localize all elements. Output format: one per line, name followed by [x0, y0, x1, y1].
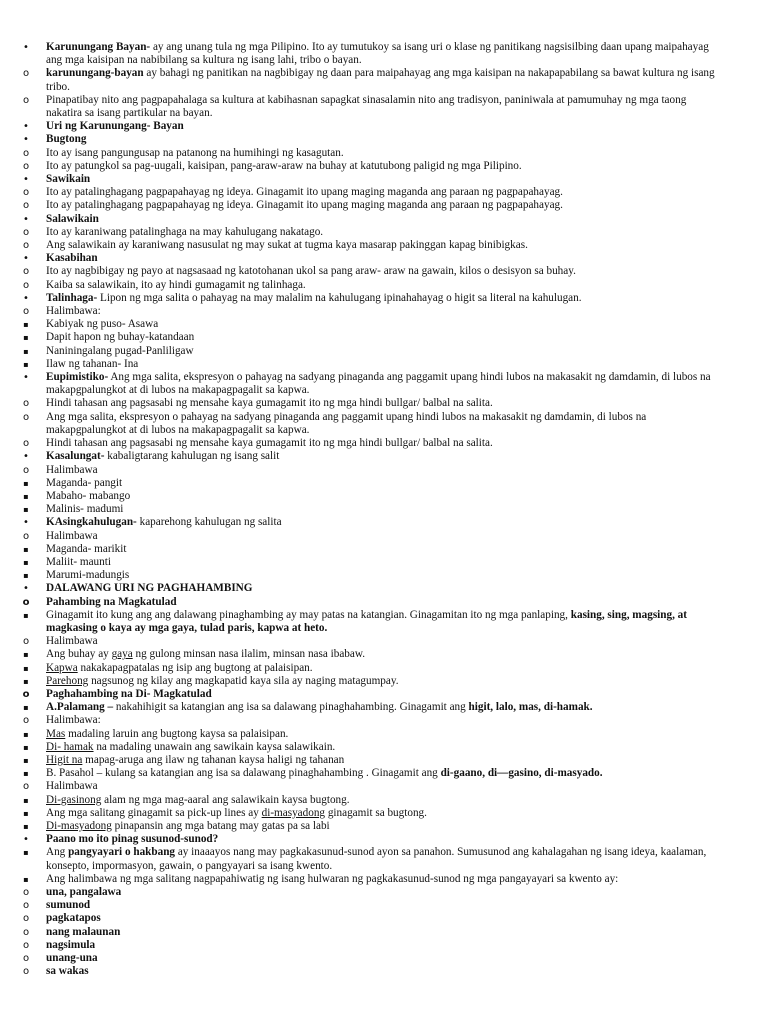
list-item: [0, 596, 768, 609]
list-item: [0, 503, 768, 516]
underlined-term: Di-masyadong: [46, 819, 112, 832]
bold-term: Kasabihan: [46, 252, 98, 265]
list-item: [0, 688, 768, 701]
document-body: [0, 41, 768, 978]
circle-bullet-icon: o: [22, 636, 30, 648]
body-text: ginagamit sa bugtong.: [325, 806, 427, 819]
circle-bullet-icon: o: [22, 160, 30, 172]
bold-term: nang malaunan: [46, 925, 121, 938]
body-text: ay bahagi ng panitikan na nagbibigay ng daan para maipahayag ang mga kaisipan na nakapapabilang sa bawat kultura ng isang tribo.: [46, 67, 715, 93]
list-item: [0, 226, 768, 239]
bold-term: Eupimistiko-: [46, 371, 109, 384]
bold-term: DALAWANG URI NG PAGHAHAMBING: [46, 582, 253, 595]
body-text: madaling laruin ang bugtong kaysa sa palaisipan.: [65, 727, 289, 740]
bold-term: una, pangalawa: [46, 886, 122, 898]
body-text: alam ng mga mag-aaral ang salawikain kaysa bugtong.: [101, 793, 350, 806]
list-item: [0, 926, 768, 939]
list-item: [0, 160, 768, 173]
circle-bullet-icon: o: [22, 240, 30, 252]
square-bullet-icon: ▪: [23, 729, 29, 739]
list-item: [0, 939, 768, 952]
bold-term: kasing, sing, magsing, at magkasing o kaya ay mga gaya, tulad paris, kapwa at heto.: [46, 608, 688, 634]
square-bullet-icon: ▪: [23, 795, 29, 805]
list-item: [0, 292, 768, 305]
list-item: [0, 714, 768, 727]
list-item: [0, 952, 768, 965]
list-item: [0, 965, 768, 978]
underlined-term: Di-gasinong: [46, 793, 102, 806]
disc-bullet-icon: •: [23, 292, 29, 304]
list-item: [0, 635, 768, 648]
square-bullet-icon: ▪: [23, 571, 29, 581]
body-text: Ilaw ng tahanan- Ina: [46, 357, 139, 370]
disc-bullet-icon: •: [23, 42, 29, 53]
bold-term: sumunod: [46, 899, 91, 912]
square-bullet-icon: ▪: [23, 478, 29, 488]
list-item: [0, 450, 768, 463]
body-text: Ang buhay ay: [46, 648, 112, 661]
disc-bullet-icon: •: [23, 134, 29, 146]
list-item: [0, 846, 768, 872]
list-item: [0, 331, 768, 344]
list-item: [0, 120, 768, 133]
circle-bullet-icon: o: [22, 438, 30, 450]
list-item: [0, 912, 768, 925]
body-text: Dapit hapon ng buhay-katandaan: [46, 331, 195, 344]
underlined-term: Higit na: [46, 753, 83, 766]
circle-bullet-icon: o: [22, 279, 30, 291]
body-text: Ito ay isang pangungusap na patanong na humihingi ng kasagutan.: [46, 146, 344, 159]
bold-term: nagsimula: [46, 938, 96, 951]
list-item: [0, 397, 768, 410]
disc-bullet-icon: •: [23, 834, 29, 846]
body-text: Ang mga salitang ginagamit sa pick-up lines ay: [46, 806, 262, 819]
square-bullet-icon: ▪: [23, 610, 29, 620]
disc-bullet-icon: •: [23, 517, 29, 529]
list-item: [0, 820, 768, 833]
list-item: [0, 899, 768, 912]
body-text: Hindi tahasan ang pagsasabi ng mensahe kaya gumagamit ito ng mga hindi bullgar/ balbal na salita.: [46, 397, 493, 410]
square-bullet-icon: ▪: [23, 359, 29, 369]
bold-term: Bugtong: [46, 133, 87, 146]
body-text: Ang: [46, 846, 69, 859]
disc-bullet-icon: •: [23, 253, 29, 265]
list-item: [0, 41, 768, 67]
body-text: Lipon ng mga salita o pahayag na may malalim na kahulugang ipinahahayag o higit sa literal na kahulugan.: [97, 291, 582, 304]
bold-term: unang-una: [46, 952, 98, 965]
bold-term: di-gaano, di—gasino, di-masyado.: [440, 767, 603, 780]
list-item: [0, 516, 768, 529]
square-bullet-icon: ▪: [23, 663, 29, 673]
square-bullet-icon: ▪: [23, 808, 29, 818]
body-text: Maganda- marikit: [46, 542, 127, 555]
list-item: [0, 437, 768, 450]
square-bullet-icon: ▪: [23, 544, 29, 554]
body-text: Pinapatibay nito ang pagpapahalaga sa kultura at kabihasnan sapagkat sinasalamin nito ang tradisyon, paniniwala at pamumuhay ng mga taong nakatira sa isang partikular na bayan.: [46, 93, 687, 120]
list-item: [0, 279, 768, 292]
bold-term: Karunungang Bayan-: [46, 41, 151, 53]
body-text: Halimbawa: [46, 529, 98, 542]
circle-bullet-icon: o: [22, 530, 30, 542]
bold-term: pangyayari o hakbang: [68, 846, 176, 859]
body-text: ay ang unang tula ng mga Pilipino. Ito ay tumutukoy sa isang uri o klase ng panitikang nagsisilbing daan upang maipahayag ang mga kaisipan na nabibilang sa kultura ng isang lahi, tribo o bayan.: [46, 41, 709, 67]
bold-term: Pahambing na Magkatulad: [46, 595, 177, 608]
body-text: Maganda- pangit: [46, 476, 123, 489]
square-bullet-icon: ▪: [23, 491, 29, 501]
list-item: [0, 173, 768, 186]
underlined-term: Kapwa: [46, 661, 78, 674]
circle-bullet-icon: o: [22, 266, 30, 278]
square-bullet-icon: ▪: [23, 742, 29, 752]
body-text: Ito ay patalinghagang pagpapahayag ng ideya. Ginagamit ito upang maging maganda ang paraan ng pagpapahayag.: [46, 186, 563, 199]
underlined-term: di-masyadong: [261, 806, 326, 819]
body-text: Ito ay patalinghagang pagpapahayag ng ideya. Ginagamit ito upang maging maganda ang paraan ng pagpapahayag.: [46, 199, 563, 212]
list-item: [0, 371, 768, 397]
square-bullet-icon: ▪: [23, 557, 29, 567]
body-text: Ito ay karaniwang patalinghaga na may kahulugang nakatago.: [46, 225, 324, 238]
body-text: Kabiyak ng puso- Asawa: [46, 318, 159, 331]
list-item: [0, 741, 768, 754]
square-bullet-icon: ▪: [23, 755, 29, 765]
circle-bullet-icon: o: [22, 226, 30, 238]
list-item: [0, 318, 768, 331]
body-text: nakahihigit sa katangian ang isa sa dalawang pinaghahambing. Ginagamit ang: [113, 701, 469, 714]
body-text: Naniningalang pugad-Panliligaw: [46, 344, 194, 357]
body-text: Kaiba sa salawikain, ito ay hindi gumagamit ng talinhaga.: [46, 278, 306, 291]
list-item: [0, 807, 768, 820]
bold-term: karunungang-bayan: [46, 67, 144, 80]
list-item: [0, 186, 768, 199]
underlined-term: Di- hamak: [46, 740, 94, 753]
underlined-term: Parehong: [46, 674, 89, 687]
body-text: Mabaho- mabango: [46, 489, 131, 502]
list-item: [0, 199, 768, 212]
list-item: [0, 609, 768, 635]
square-bullet-icon: ▪: [23, 769, 29, 779]
bold-term: Uri ng Karunungang- Bayan: [46, 120, 184, 133]
body-text: B. Pasahol – kulang sa katangian ang isa sa dalawang pinaghahambing . Ginagamit ang: [46, 767, 441, 780]
circle-bullet-icon: o: [22, 94, 30, 106]
list-item: [0, 780, 768, 793]
bold-term: sa wakas: [46, 965, 89, 978]
body-text: Marumi-madungis: [46, 569, 130, 582]
square-bullet-icon: ▪: [23, 821, 29, 831]
body-text: Halimbawa:: [46, 714, 101, 727]
list-item: [0, 477, 768, 490]
list-item: [0, 239, 768, 252]
list-item: [0, 358, 768, 371]
circle-bullet-icon: o: [22, 68, 30, 80]
body-text: Ito ay nagbibigay ng payo at nagsasaad ng katotohanan ukol sa pang araw- araw na gawain, kilos o desisyon sa buhay.: [46, 265, 576, 278]
body-text: mapag-aruga ang ilaw ng tahanan kaysa haligi ng tahanan: [82, 753, 345, 766]
body-text: Malinis- madumi: [46, 503, 124, 516]
disc-bullet-icon: •: [23, 213, 29, 225]
circle-bullet-icon: o: [22, 953, 30, 965]
circle-bullet-icon: o: [22, 939, 30, 951]
square-bullet-icon: ▪: [23, 703, 29, 713]
circle-bullet-icon: o: [22, 913, 30, 925]
body-text: nagsunog ng kilay ang magkapatid kaya sila ay naging matagumpay.: [88, 674, 399, 687]
disc-bullet-icon: •: [23, 583, 29, 595]
list-item: [0, 133, 768, 146]
circle-bullet-icon: o: [22, 398, 30, 410]
circle-bullet-icon: o: [22, 147, 30, 159]
body-text: Hindi tahasan ang pagsasabi ng mensahe kaya gumagamit ito ng mga hindi bullgar/ balbal na salita.: [46, 437, 493, 450]
disc-bullet-icon: •: [23, 121, 29, 133]
list-item: [0, 305, 768, 318]
list-item: [0, 345, 768, 358]
list-item: [0, 556, 768, 569]
list-item: [0, 675, 768, 688]
body-text: Ang salawikain ay karaniwang nasusulat ng may sukat at tugma kaya masarap pakinggan kapag binibigkas.: [46, 239, 528, 252]
circle-bullet-icon: o: [22, 900, 30, 912]
list-item: [0, 754, 768, 767]
bold-term: pagkatapos: [46, 912, 101, 925]
bold-term: Paano mo ito pinag susunod-sunod?: [46, 833, 219, 846]
circle-bullet-icon: o: [22, 200, 30, 212]
circle-bullet-icon: o: [22, 464, 30, 476]
circle-bullet-icon: o: [22, 411, 30, 423]
list-item: [0, 213, 768, 226]
circle-bullet-icon: o: [22, 966, 30, 978]
body-text: Ito ay patungkol sa pag-uugali, kaisipan, pang-araw-araw na buhay at katutubong paligid ng mga Pilipino.: [46, 159, 522, 172]
list-item: [0, 569, 768, 582]
bold-term: KAsingkahulugan-: [46, 516, 137, 529]
disc-bullet-icon: •: [23, 174, 29, 186]
bold-term: A.Palamang –: [46, 701, 114, 714]
body-text: na madaling unawain ang sawikain kaysa salawikain.: [93, 740, 336, 753]
bold-term: Talinhaga-: [46, 291, 98, 304]
body-text: Ang mga salita, ekspresyon o pahayag na sadyang pinaganda ang paggamit upang hindi lubos na makasakit ng damdamin, di lubos na makapgpalungkot at di lubos na makapagpagalit sa kapwa.: [46, 371, 711, 397]
bold-term: Salawikain: [46, 212, 99, 225]
square-bullet-icon: ▪: [23, 320, 29, 330]
body-text: kaparehong kahulugan ng salita: [136, 516, 282, 529]
body-text: Maliit- maunti: [46, 555, 111, 568]
list-item: [0, 530, 768, 543]
circle-bullet-icon: o: [22, 887, 30, 898]
list-item: [0, 490, 768, 503]
bold-term: Sawikain: [46, 173, 91, 186]
body-text: Halimbawa:: [46, 305, 101, 318]
body-text: Halimbawa: [46, 780, 98, 793]
square-bullet-icon: ▪: [23, 676, 29, 686]
circle-bullet-icon: o: [22, 596, 30, 608]
list-item: [0, 662, 768, 675]
list-item: [0, 833, 768, 846]
list-item: [0, 265, 768, 278]
list-item: [0, 147, 768, 160]
bold-term: Kasalungat-: [46, 450, 105, 463]
underlined-term: gaya: [111, 648, 133, 661]
list-item: [0, 873, 768, 886]
list-item: [0, 794, 768, 807]
list-item: [0, 464, 768, 477]
list-item: [0, 648, 768, 661]
body-text: Ang halimbawa ng mga salitang nagpapahiwatig ng isang hulwaran ng pagkakasunud-sunod ng mga pangayayari sa kwento ay:: [46, 872, 619, 885]
disc-bullet-icon: •: [23, 451, 29, 463]
circle-bullet-icon: o: [22, 781, 30, 793]
list-item: [0, 94, 768, 120]
circle-bullet-icon: o: [22, 306, 30, 318]
list-item: [0, 543, 768, 556]
square-bullet-icon: ▪: [23, 505, 29, 515]
list-item: [0, 767, 768, 780]
circle-bullet-icon: o: [22, 688, 30, 700]
underlined-term: Mas: [46, 727, 66, 740]
body-text: Halimbawa: [46, 635, 98, 648]
list-item: [0, 886, 768, 899]
circle-bullet-icon: o: [22, 926, 30, 938]
circle-bullet-icon: o: [22, 715, 30, 727]
body-text: Halimbawa: [46, 463, 98, 476]
list-item: [0, 582, 768, 595]
body-text: kabaligtarang kahulugan ng isang salit: [104, 450, 280, 463]
body-text: Ang mga salita, ekspresyon o pahayag na sadyang pinaganda ang paggamit upang hindi lubos na makasakit ng damdamin, di lubos na makapgpalungkot at di lubos na makapagpagalit sa kapwa.: [46, 410, 647, 436]
body-text: nakakapagpatalas ng isip ang bugtong at palaisipan.: [77, 661, 313, 674]
square-bullet-icon: ▪: [23, 650, 29, 660]
body-text: ng gulong minsan nasa ilalim, minsan nasa ibabaw.: [132, 648, 365, 661]
list-item: [0, 411, 768, 437]
square-bullet-icon: ▪: [23, 874, 29, 884]
body-text: pinapansin ang mga batang may gatas pa sa labi: [111, 819, 330, 832]
circle-bullet-icon: o: [22, 187, 30, 199]
body-text: Ginagamit ito kung ang ang dalawang pinaghambing ay may patas na katangian. Ginagamitan ito ng mga panlaping,: [46, 608, 571, 621]
bold-term: Paghahambing na Di- Magkatulad: [46, 687, 212, 700]
body-text: ay inaaayos nang may pagkakasunud-sunod ayon sa panahon. Sumusunod ang kahalagahan ng isang ideya, kaalaman, konsepto, impormasyon, gawain, o pangyayari sa isang kwento.: [46, 846, 707, 872]
list-item: [0, 728, 768, 741]
list-item: [0, 67, 768, 93]
list-item: [0, 252, 768, 265]
bold-term: higit, lalo, mas, di-hamak.: [468, 701, 593, 714]
disc-bullet-icon: •: [23, 372, 29, 384]
list-item: [0, 701, 768, 714]
square-bullet-icon: ▪: [23, 848, 29, 858]
square-bullet-icon: ▪: [23, 346, 29, 356]
square-bullet-icon: ▪: [23, 333, 29, 343]
